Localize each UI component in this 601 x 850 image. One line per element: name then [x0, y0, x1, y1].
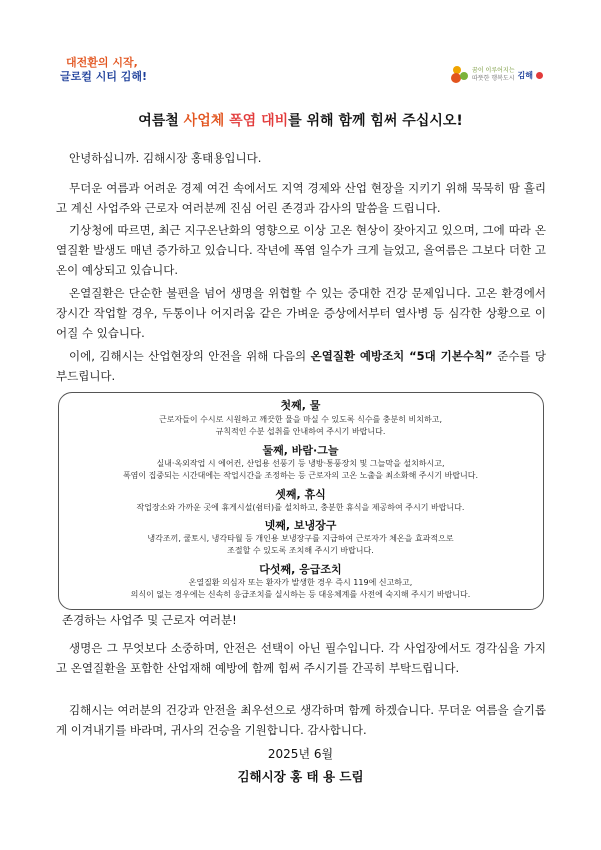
flower-logo-icon [451, 66, 469, 84]
paragraph-2: 기상청에 따르면, 최근 지구온난화의 영향으로 이상 고온 현상이 잦아지고 있으며, 그에 따라 온열질환 발생도 매년 증가하고 있습니다. 작년에 폭염 일수가 크게 늘었고, 올여름은 그보다 더한 고온이 예상되고 있습니다. [56, 223, 546, 277]
signature: 김해시장 홍 태 용 드림 [237, 769, 364, 784]
paragraph-5: 생명은 그 무엇보다 소중하며, 안전은 선택이 아닌 필수입니다. 각 사업장에서도 경각심을 가지고 온열질환을 포함한 산업재해 예방에 함께 힘써 주시기를 간곡히 부탁드립니다. [56, 641, 546, 675]
rule-3-title: 셋째, 휴식 [275, 488, 326, 501]
rule-5-title: 다섯째, 응급조치 [259, 563, 342, 576]
paragraph-4 [56, 346, 546, 386]
logo-city: 김해 [517, 70, 533, 80]
slogan [60, 56, 147, 84]
rule-5-desc2: 의식이 없는 경우에는 신속히 응급조치를 실시하는 등 대응체계를 사전에 숙지해 주시기 바랍니다. [130, 590, 471, 599]
rule-4-desc1: 냉각조끼, 쿨토시, 냉각타월 등 개인용 보냉장구를 지급하여 근로자가 체온을 효과적으로 [147, 534, 454, 543]
logo-dot-icon [536, 72, 543, 79]
greeting: 안녕하십니까. 김해시장 홍태용입니다. [69, 151, 262, 165]
title-highlight-business: 사업체 [183, 113, 225, 129]
rule-3-desc1: 작업장소와 가까운 곳에 휴게시설(쉼터)를 설치하고, 충분한 휴식을 제공하여 주시기 바랍니다. [136, 503, 465, 512]
rule-1-title: 첫째, 물 [280, 399, 321, 412]
p4-bold: 온열질환 예방조치 “5대 기본수칙” [310, 349, 493, 363]
page-title [0, 110, 601, 130]
title-highlight-prepare: 대비 [261, 113, 289, 129]
rule-2-desc1: 실내·옥외작업 시 에어컨, 산업용 선풍기 등 냉방·통풍장치 및 그늘막을 설치하시고, [156, 459, 445, 468]
rule-2-desc2: 폭염이 집중되는 시간대에는 작업시간을 조정하는 등 근로자의 고온 노출을 최소화해 주시기 바랍니다. [122, 471, 479, 480]
rule-1-desc2: 규칙적인 수분 섭취를 안내하여 주시기 바랍니다. [215, 427, 386, 436]
paragraph-6: 김해시는 여러분의 건강과 안전을 최우선으로 생각하며 함께 하겠습니다. 무더운 여름을 슬기롭게 이겨내기를 바라며, 귀사의 건승을 기원합니다. 감사합니다. [56, 703, 546, 737]
paragraph-1: 무더운 여름과 어려운 경제 여건 속에서도 지역 경제와 산업 현장을 지키기 위해 묵묵히 땀 흘리고 계신 사업주와 근로자 여러분께 진심 어린 존경과 감사의 말씀을 드립니다. [56, 181, 546, 215]
date: 2025년 6월 [267, 747, 334, 761]
slogan-line1: 대전환의 시작, [66, 56, 138, 69]
paragraph-3: 온열질환은 단순한 불편을 넘어 생명을 위협할 수 있는 중대한 건강 문제입니다. 고온 환경에서 장시간 작업할 경우, 두통이나 어지러움 같은 가벼운 증상에서부터 열사병 등 심각한 상황으로 이어질 수 있습니다. [56, 286, 546, 340]
title-pre: 여름철 [138, 113, 184, 129]
slogan-line2: 글로컬 시티 김해! [60, 70, 148, 83]
gimhae-logo [451, 66, 543, 84]
title-post: 를 위해 함께 힘써 주십시오! [288, 113, 463, 129]
rule-2-title: 둘째, 바람·그늘 [262, 444, 339, 457]
p4-post: 준수를 당부드립니다. [56, 349, 546, 383]
logo-line1: 꿈이 이루어지는 [472, 67, 515, 74]
rule-5-desc1: 온열질환 의심자 또는 환자가 발생한 경우 즉시 119에 신고하고, [188, 578, 413, 587]
rule-4-title: 넷째, 보냉장구 [264, 519, 337, 532]
respect-line: 존경하는 사업주 및 근로자 여러분! [62, 613, 237, 627]
rule-4-desc2: 조절할 수 있도록 조치해 주시기 바랍니다. [227, 546, 374, 555]
rule-1-desc1: 근로자들이 수시로 시원하고 깨끗한 물을 마실 수 있도록 식수를 충분히 비치하고, [159, 415, 442, 424]
logo-line2: 따뜻한 행복도시 [472, 75, 515, 82]
p4-pre: 이에, 김해시는 산업현장의 안전을 위해 다음의 [69, 349, 311, 363]
title-highlight-heatwave: 폭염 [229, 113, 257, 129]
